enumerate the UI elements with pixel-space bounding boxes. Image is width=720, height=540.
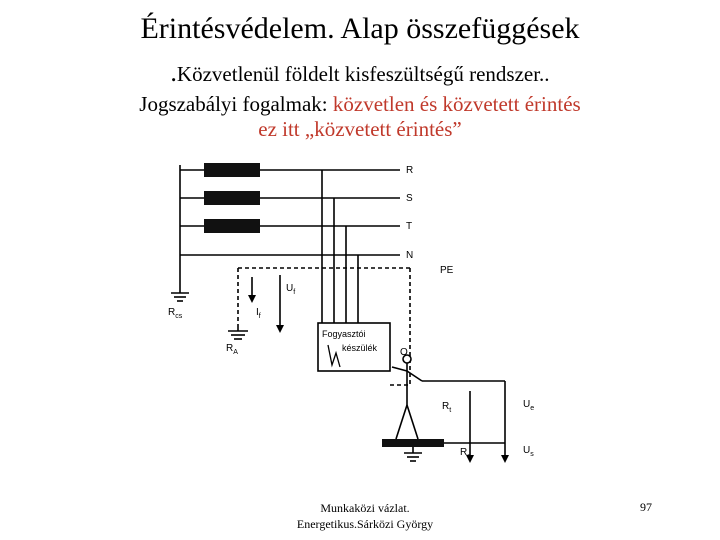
footer-line-1: Munkaközi vázlat.: [320, 501, 410, 515]
subtitle-text: Közvetlenül földelt kisfeszültségű rendszer..: [176, 62, 550, 86]
label-us: $U_s$: [523, 445, 534, 458]
label-pe: PE: [440, 265, 454, 276]
label-o: O: [400, 347, 408, 358]
slide-subtitle: [0, 58, 720, 88]
page-number: 97: [640, 500, 652, 514]
winding-t: [204, 219, 260, 233]
winding-r: [204, 163, 260, 177]
definitions-text: [0, 92, 720, 142]
device-label-1: Fogyasztói: [322, 329, 366, 339]
label-uf: $U_f$: [286, 283, 296, 296]
definitions-prefix: Jogszabályi fogalmak:: [139, 92, 333, 116]
bullet-dot: .: [170, 58, 177, 87]
standing-plate: [382, 439, 444, 447]
label-s: S: [406, 193, 413, 204]
footer-credit: [250, 500, 480, 532]
label-ra: $R_A$: [226, 343, 238, 356]
slide-title: Érintésvédelem. Alap összefüggések: [140, 12, 580, 45]
label-ue: $U_e$: [523, 399, 535, 412]
indirect-contact-note: ez itt „közvetett érintés”: [258, 117, 462, 141]
circuit-diagram: [160, 155, 560, 475]
label-r: R: [406, 165, 414, 176]
label-rcs: $R_{cs}$: [168, 307, 183, 320]
definitions-highlight: közvetlen és közvetett érintés: [332, 92, 581, 116]
winding-s: [204, 191, 260, 205]
footer-line-2: Energetikus.Sárközi György: [296, 517, 434, 531]
device-label-2: készülék: [342, 343, 378, 353]
label-rt: $R_t$: [442, 401, 452, 414]
label-rs: $R_s$: [460, 447, 471, 460]
label-t: T: [406, 221, 413, 232]
label-if: $I_f$: [256, 307, 261, 320]
label-n: N: [406, 250, 414, 261]
